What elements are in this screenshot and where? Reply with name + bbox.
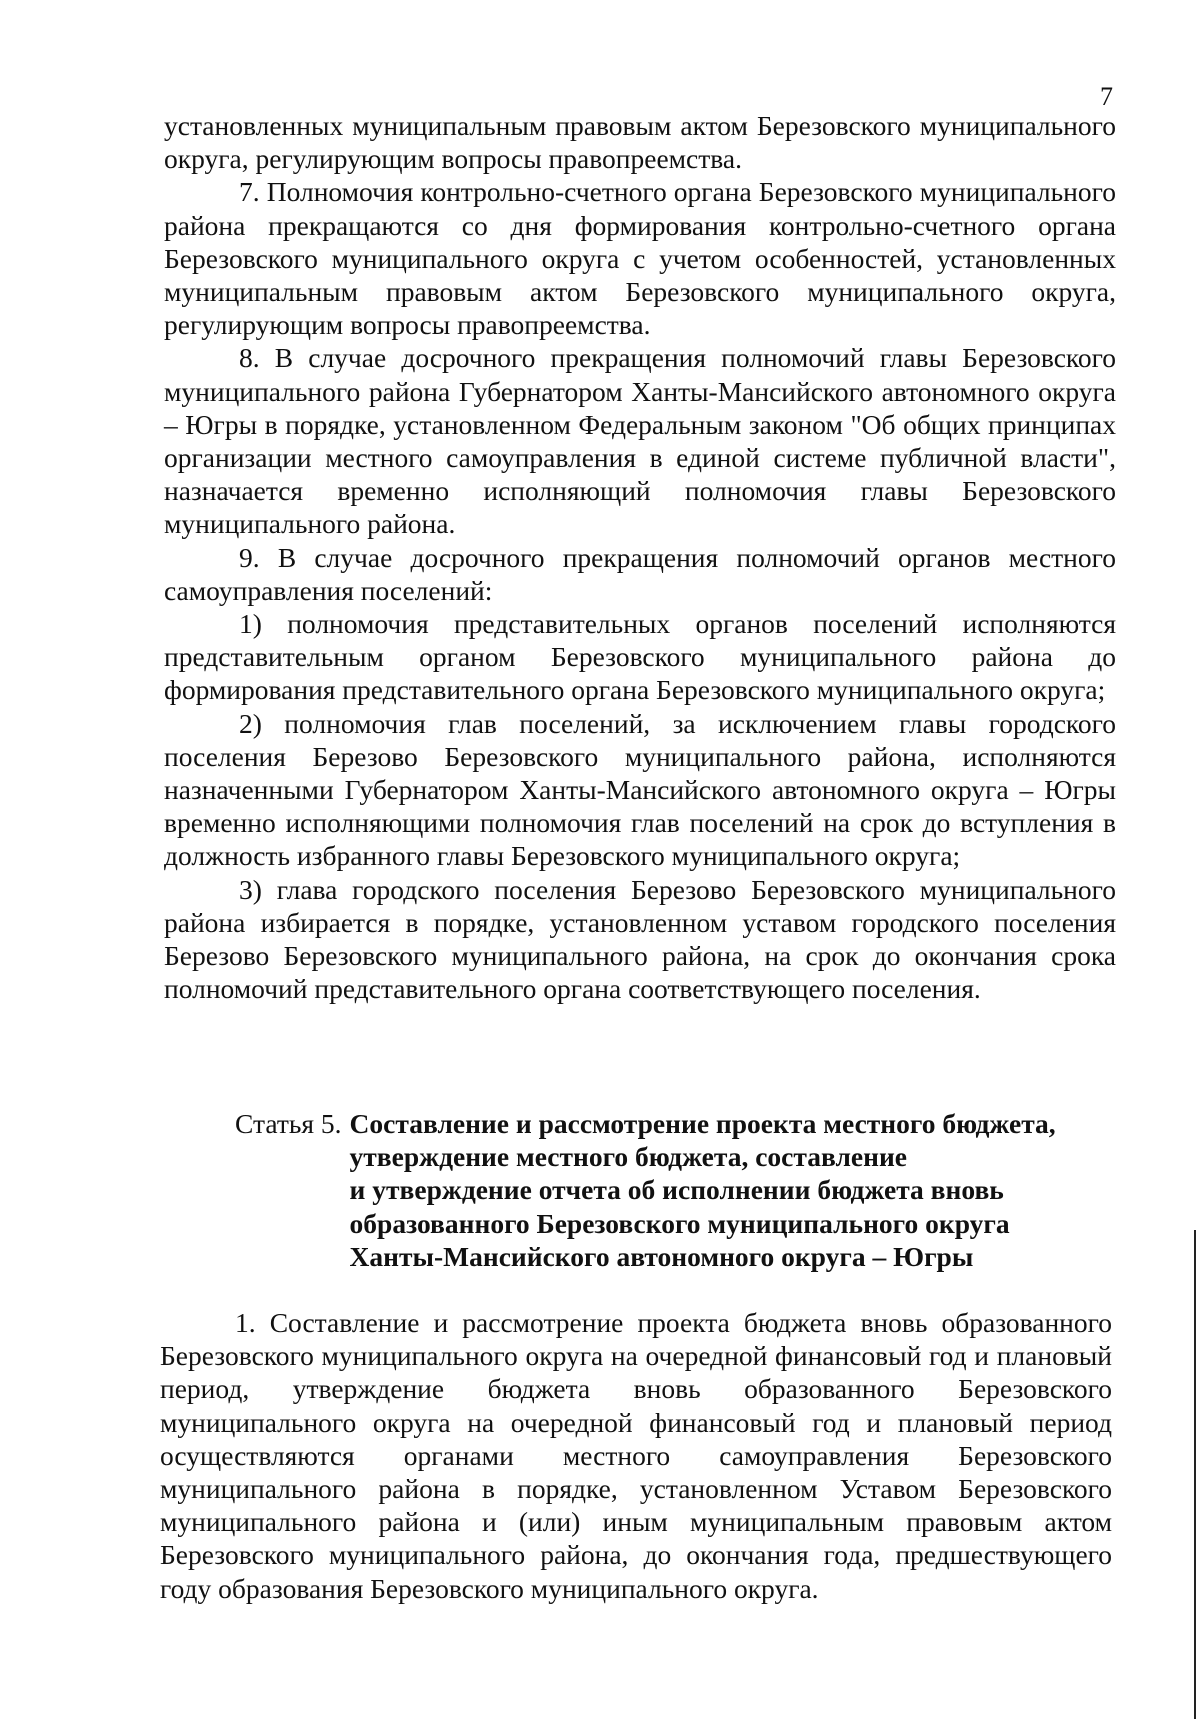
article-title [350,1107,1110,1273]
page-number: 7 [1100,82,1113,111]
article-title-line: и утверждение отчета об исполнении бюджета вновь [349,1174,1004,1206]
article-label: Статья 5. [235,1108,342,1139]
subitem-3: 3) глава городского поселения Березово Березовского муниципального района избирается в порядке, установленном уставом городского поселения Березово Березовского муниципального района, на срок до окончания срока полномочий представительного органа соответствующего поселения. [164,873,1116,1005]
paragraph-item-9: 9. В случае досрочного прекращения полномочий органов местного самоуправления поселений: [164,541,1116,606]
article-title-line: Ханты-Мансийского автономного округа – Югры [349,1240,974,1272]
article-heading [235,1107,1115,1273]
article-title-line: утверждение местного бюджета, составление [349,1141,907,1173]
paragraph-item-8: 8. В случае досрочного прекращения полномочий главы Березовского муниципального района Губернатором Ханты-Мансийского автономного округа – Югры в порядке, установленном Федеральным законом "Об общих принципах организации местного самоуправления в единой системе публичной власти", назначается временно исполняющий полномочия главы Березовского муниципального района. [164,342,1116,540]
paragraph-continuation: установленных муниципальным правовым актом Березовского муниципального округа, регулирующим вопросы правопреемства. [164,110,1116,175]
article-title-line: Составление и рассмотрение проекта местного бюджета, [349,1108,1056,1139]
article-body [160,1306,1112,1605]
article-title-line: образованного Березовского муниципального округа [349,1207,1010,1239]
scan-edge-line [1194,1230,1196,1719]
paragraph-item-7: 7. Полномочия контрольно-счетного органа Березовского муниципального района прекращаются со дня формирования контрольно-счетного органа Березовского муниципального округа с учетом особенностей, установленных муниципальным правовым актом Березовского муниципального округа, регулирующим вопросы правопреемства. [164,176,1116,341]
document-body [164,109,1116,1005]
subitem-2: 2) полномочия глав поселений, за исключением главы городского поселения Березово Березовского муниципального района, исполняются назначенными Губернатором Ханты-Мансийского автономного округа – Югры временно исполняющими полномочия глав поселений на срок до вступления в должность избранного главы Березовского муниципального округа; [164,707,1116,872]
article-paragraph-1: 1. Составление и рассмотрение проекта бюджета вновь образованного Березовского муниципального округа на очередной финансовый год и плановый период, утверждение бюджета вновь образованного Березовского муниципального округа на очередной финансовый год и плановый период осуществляются органами местного самоуправления Березовского муниципального района в порядке, установленном Уставом Березовского муниципального района и (или) иным муниципальным правовым актом Березовского муниципального района, до окончания года, предшествующего году образования Березовского муниципального округа. [160,1307,1112,1604]
subitem-1: 1) полномочия представительных органов поселений исполняются представительным органом Березовского муниципального района до формирования представительного органа Березовского муниципального округа; [164,608,1116,706]
